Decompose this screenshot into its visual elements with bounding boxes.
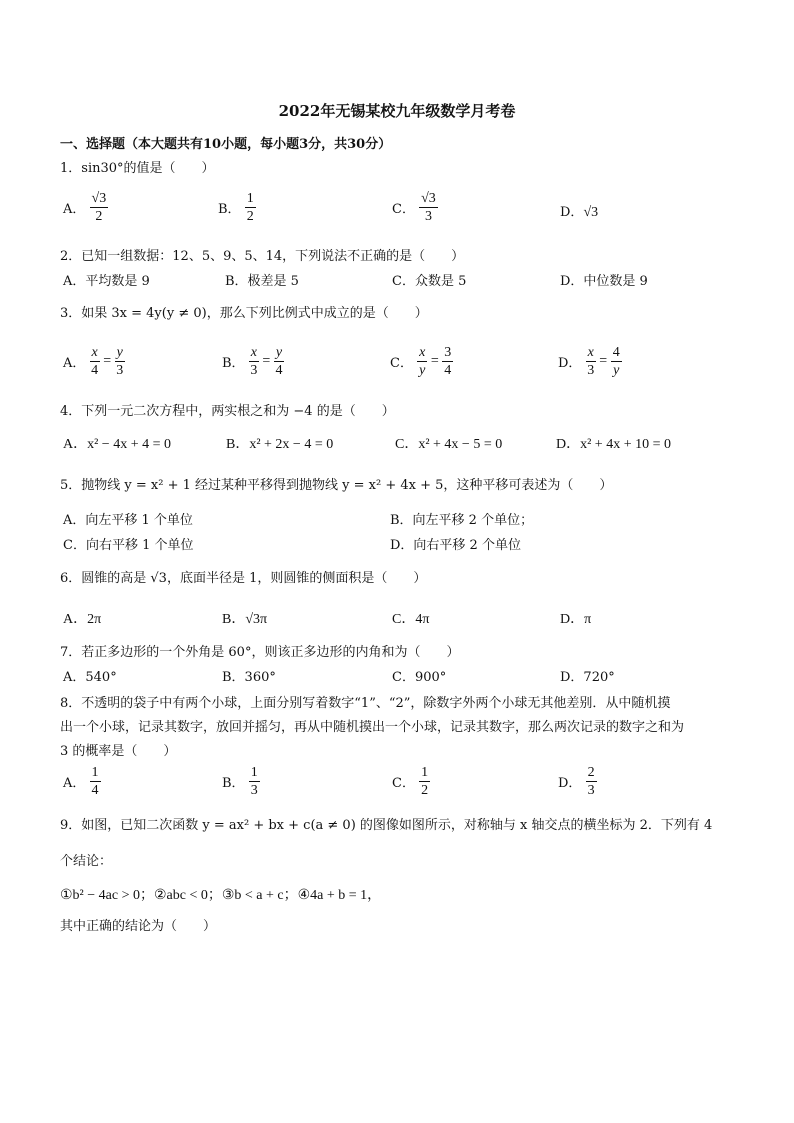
q1-option-c: C． $\frac{√3}{3}$ [392,191,436,224]
q6-option-d: D．π [560,612,592,627]
q1-option-a: A． $\frac{√3}{2}$ [63,191,107,224]
q4-option-b: B．x² + 2x − 4 = 0 [226,437,334,452]
q4-option-c: C．x² + 4x − 5 = 0 [395,437,503,452]
question-4-stem: 4．下列一元二次方程中，两实根之和为 −4 的是（ ） [60,404,395,419]
q5-option-d: D．向右平移 2 个单位 [390,538,521,553]
question-8-line-2: 出一个小球，记录其数字，放回并摇匀，再从中随机摸出一个小球，记录其数字，那么两次记录的数字之和为 [60,720,685,735]
q7-option-a: A．540° [63,670,117,685]
question-5-stem: 5．抛物线 y = x² + 1 经过某种平移得到抛物线 y = x² + 4x + 5，这种平移可表述为（ ） [60,478,613,493]
q8-option-a: A． $\frac{1}{4}$ [63,765,99,798]
q7-option-d: D．720° [560,670,615,685]
q3-option-d: D． $\frac{x}{3}$ = $\frac{4}{y}$ [558,345,620,378]
q4-option-d: D．x² + 4x + 10 = 0 [556,437,671,452]
q4-option-a: A．x² − 4x + 4 = 0 [63,437,171,452]
question-9-line-2: 个结论： [60,854,113,869]
q1-option-b: B． $\frac{1}{2}$ [218,191,254,224]
question-1-stem: 1．sin30°的值是（ ） [60,161,215,176]
q2-option-a: A．平均数是 9 [63,274,150,289]
q3-option-b: B． $\frac{x}{3}$ = $\frac{y}{4}$ [222,345,283,378]
q5-option-c: C．向右平移 1 个单位 [63,538,194,553]
q6-option-a: A．2π [63,612,102,627]
q5-option-b: B．向左平移 2 个单位； [390,513,534,528]
q6-option-c: C．4π [392,612,430,627]
q1-option-d: D．√3 [560,205,599,220]
q3-option-c: C． $\frac{x}{y}$ = $\frac{3}{4}$ [390,345,452,378]
q8-option-d: D． $\frac{2}{3}$ [558,765,595,798]
q7-option-c: C．900° [392,670,447,685]
q5-option-a: A．向左平移 1 个单位 [63,513,193,528]
question-9-conclusions: ①b² − 4ac > 0；②abc < 0；③b < a + c；④4a + b = 1， [60,888,382,903]
question-8-line-3: 3 的概率是（ ） [60,744,177,759]
q7-option-b: B．360° [222,670,276,685]
q8-option-b: B． $\frac{1}{3}$ [222,765,258,798]
question-6-stem: 6．圆锥的高是 √3，底面半径是 1，则圆锥的侧面积是（ ） [60,571,427,586]
question-8-line-1: 8．不透明的袋子中有两个小球，上面分别写着数字“1”、“2”，除数字外两个小球无其他差别．从中随机摸 [60,696,671,711]
q2-option-d: D．中位数是 9 [560,274,648,289]
question-2-stem: 2．已知一组数据：12、5、9、5、14，下列说法不正确的是（ ） [60,249,465,264]
question-7-stem: 7．若正多边形的一个外角是 60°，则该正多边形的内角和为（ ） [60,645,460,660]
q3-option-a: A． $\frac{x}{4}$ = $\frac{y}{3}$ [63,345,124,378]
q6-option-b: B．√3π [222,612,268,627]
q8-option-c: C． $\frac{1}{2}$ [392,765,429,798]
question-9-line-1: 9．如图，已知二次函数 y = ax² + bx + c(a ≠ 0) 的图像如图所示，对称轴与 x 轴交点的横坐标为 2．下列有 4 [60,818,713,833]
section-heading: 一、选择题（本大题共有10小题，每小题3分，共30分） [60,137,392,152]
question-9-line-4: 其中正确的结论为（ ） [60,919,217,934]
q2-option-b: B．极差是 5 [225,274,299,289]
page-title: 2022年无锡某校九年级数学月考卷 [278,102,516,120]
question-3-stem: 3．如果 3x = 4y(y ≠ 0)，那么下列比例式中成立的是（ ） [60,306,428,321]
q2-option-c: C．众数是 5 [392,274,467,289]
